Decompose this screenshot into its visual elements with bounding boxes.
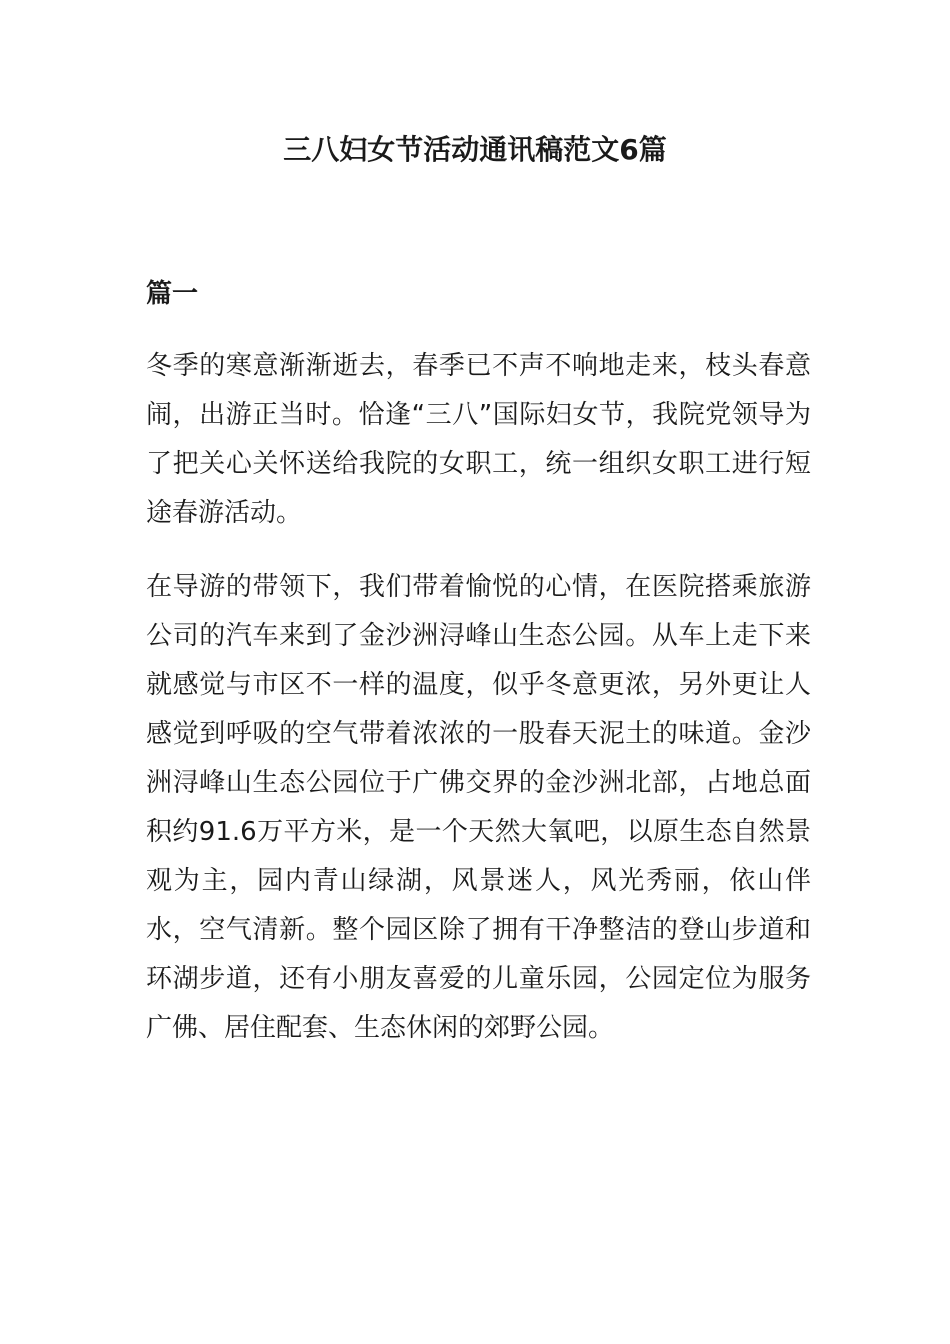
section-heading: 篇一 — [146, 279, 199, 309]
body-paragraph: 冬季的寒意渐渐逝去，春季已不声不响地走来，枝头春意闹，出游正当时。恰逢“三八”国际妇女节，我院党领导为了把关心关怀送给我院的女职工，统一组织女职工进行短途春游活动。 — [146, 351, 811, 528]
document-title: 三八妇女节活动通讯稿范文6篇 — [283, 133, 667, 166]
body-paragraph: 在导游的带领下，我们带着愉悦的心情，在医院搭乘旅游公司的汽车来到了金沙洲浔峰山生态公园。从车上走下来就感觉与市区不一样的温度，似乎冬意更浓，另外更让人感觉到呼吸的空气带着浓浓的一股春天泥土的味道。金沙洲浔峰山生态公园位于广佛交界的金沙洲北部，占地总面积约91.6万平方米，是一个天然大氧吧，以原生态自然景观为主，园内青山绿湖，风景迷人，风光秀丽，依山伴水，空气清新。整个园区除了拥有干净整洁的登山步道和环湖步道，还有小朋友喜爱的儿童乐园，公园定位为服务广佛、居住配套、生态休闲的郊野公园。 — [146, 572, 811, 1043]
